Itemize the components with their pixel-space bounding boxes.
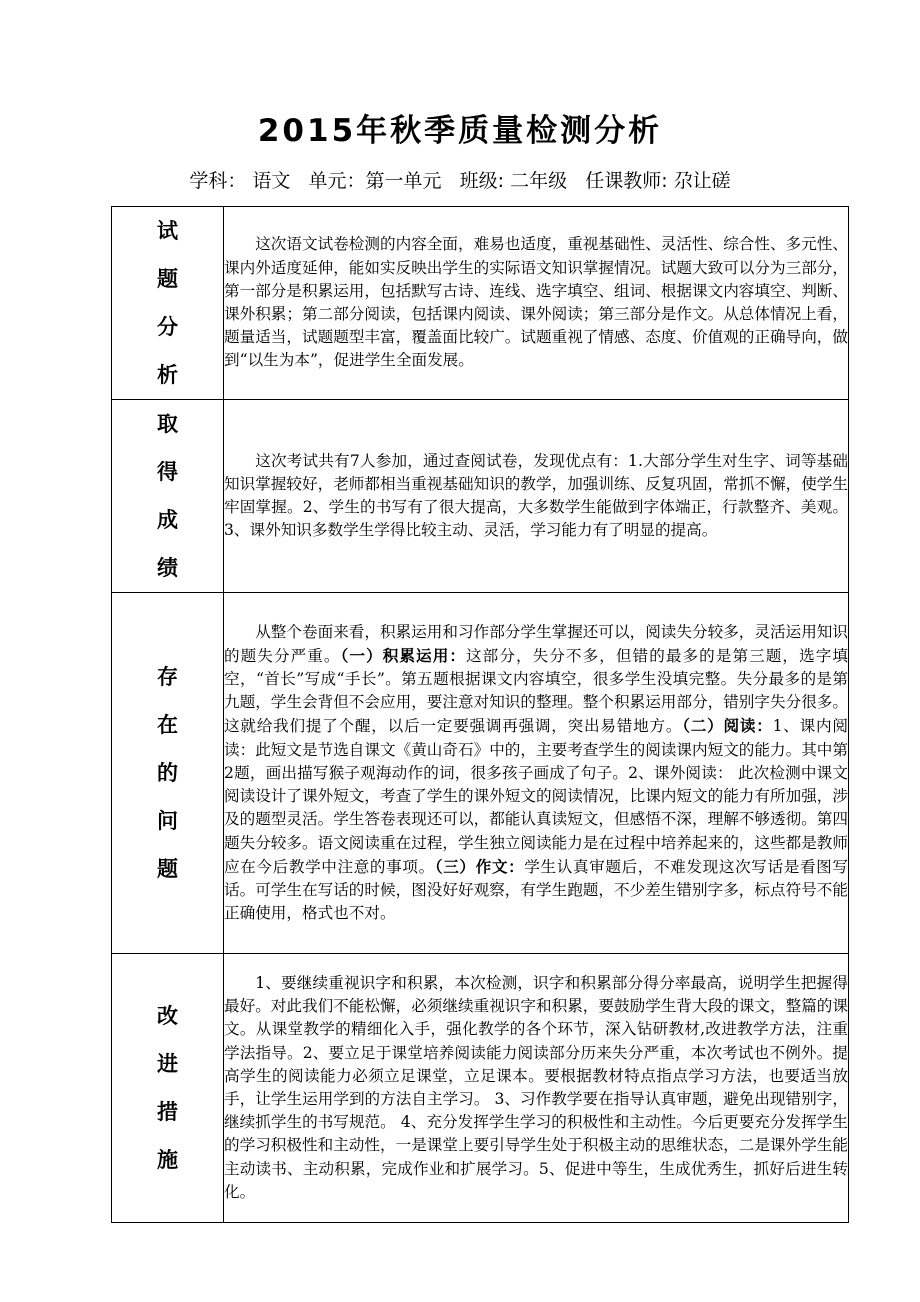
content-cell-improvements (224, 954, 849, 1223)
content-cell-achievements (224, 400, 849, 593)
text-segment: 这部分，失分不多，但错的最多的是第三题，选字填空，“首长”写成“手长”。第五题根据课文内容填空，很多学生没填完整。失分最多的是第九题，学生会背但不会应用，要注意对知识的整理。整个积累运用部分，错别字失分很多。这就给我们提了个醒，以后一定要强调再强调，突出易错地方。 (224, 646, 848, 736)
label-cell-test-analysis (112, 207, 224, 400)
row-label-line: 分 析 (157, 315, 196, 387)
paragraph-test-analysis (224, 233, 848, 372)
paragraph-problems (224, 621, 848, 926)
content-cell-test-analysis (224, 207, 849, 400)
subheading-composition: （三）作文： (434, 856, 525, 876)
subject-info-line: 学科： 语文 单元：第一单元 班级: 二年级 任课教师: 尕让磋 (189, 170, 731, 192)
subheading-accumulation: （一）积累运用： (340, 645, 467, 665)
row-label-line: 问 题 (157, 809, 196, 881)
row-label-line: 成 绩 (157, 508, 196, 580)
paragraph-achievements (224, 450, 848, 543)
label-cell-achievements (112, 400, 224, 593)
content-cell-problems (224, 593, 849, 954)
analysis-table (111, 206, 849, 1223)
row-label-line: 取 得 (157, 412, 196, 484)
row-label-line: 试 题 (157, 219, 196, 291)
page-title: 2015年秋季质量检测分析 (257, 113, 663, 149)
text-segment: 1、要继续重视识字和积累，本次检测，识字和积累部分得分率最高，说明学生把握得最好。对此我们不能松懈，必须继续重视识字和积累，要鼓励学生背大段的课文，整篇的课文。从课堂教学的精细化入手，强化教学的各个环节，深入钻研教材,改进教学方法，注重学法指导。2、要立足于课堂培养阅读能力阅读部分历来失分严重，本次考试也不例外。提高学生的阅读能力必须立足课堂，立足课本。要根据教材特点指点学习方法，也要适当放手，让学生运用学到的方法自主学习。 3、习作教学要在指导认真审题，避免出现错别字，继续抓学生的书写规范。 4、充分发挥学生学习的积极性和主动性。今后更要充分发挥学生的学习积极性和主动性，一是课堂上要引导学生处于积极主动的思维状态，二是课外学生能主动读书、主动积累，完成作业和扩展学习。5、促进中等生，生成优秀生，抓好后进生转化。 (224, 973, 848, 1201)
row-label-line: 的 (157, 761, 196, 785)
text-segment: 1、课内阅读：此短文是节选自课文《黄山奇石》中的，主要考查学生的阅读课内短文的能力。其中第2题，画出描写猴子观海动作的词，很多孩子画成了句子。2、课外阅读： 此次检测中课文阅读设计了课外短文，考查了学生的课外短文的阅读情况，比课内短文的能力有所加强，涉及的题型灵活。学生答卷表现还可以，都能认真读短文，但感悟不深，理解不够透彻。第四题失分较多。语文阅读重在过程，学生独立阅读能力是在过程中培养起来的，这些都是教师应在今后教学中注意的事项。 (224, 717, 848, 876)
label-cell-problems (112, 593, 224, 954)
row-test-analysis (112, 207, 849, 400)
row-label-line: 措 施 (157, 1100, 196, 1172)
row-label-line: 存 在 (157, 665, 196, 737)
text-segment: 学生认真审题后，不难发现这次写话是看图写话。可学生在写话的时候，图没好好观察，有学生跑题，不少差生错别字多，标点符号不能正确使用，格式也不对。 (224, 857, 848, 923)
row-achievements (112, 400, 849, 593)
row-label-line: 改 进 (157, 1004, 196, 1076)
paragraph-improvements (224, 972, 848, 1204)
row-improvements (112, 954, 849, 1223)
text-segment: 这次语文试卷检测的内容全面，难易也适度，重视基础性、灵活性、综合性、多元性、课内外适度延伸，能如实反映出学生的实际语文知识掌握情况。试题大致可以分为三部分，第一部分是积累运用，包括默写古诗、连线、选字填空、组词、根据课文内容填空、判断、课外积累；第二部分阅读，包括课内阅读、课外阅读；第三部分是作文。从总体情况上看，题量适当，试题题型丰富，覆盖面比较广。试题重视了情感、态度、价值观的正确导向，做到“以生为本”，促进学生全面发展。 (224, 235, 848, 370)
label-cell-improvements (112, 954, 224, 1223)
text-segment: 这次考试共有7人参加，通过查阅试卷，发现优点有：1.大部分学生对生字、词等基础知识掌握较好，老师都相当重视基础知识的教学，加强训练、反复巩固，常抓不懈，使学生牢固掌握。2、学生的书写有了很大提高，大多数学生能做到字体端正，行款整齐、美观。3、课外知识多数学生学得比较主动、灵活，学习能力有了明显的提高。 (224, 451, 848, 540)
row-problems (112, 593, 849, 954)
subheading-reading: （二）阅读： (682, 716, 773, 736)
text-segment: 从整个卷面来看，积累运用和习作部分学生掌握还可以，阅读失分较多，灵活运用知识的题失分严重。 (224, 622, 848, 665)
